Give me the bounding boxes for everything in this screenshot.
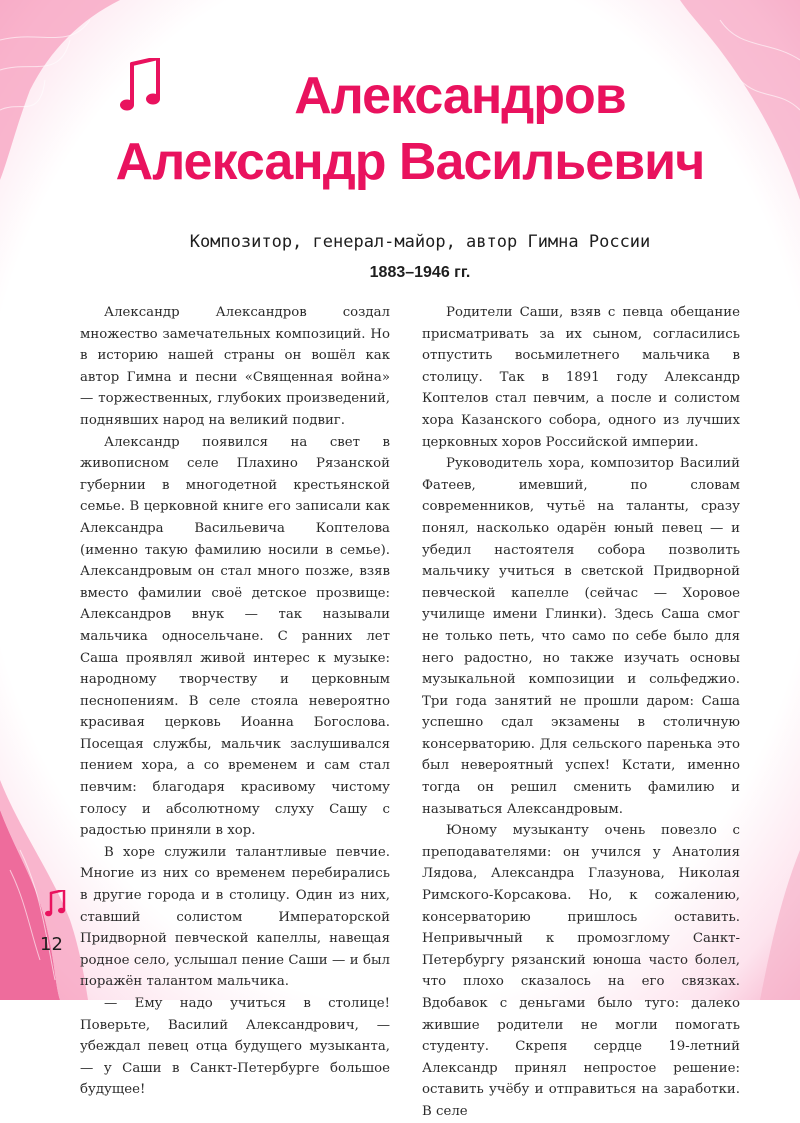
page-number: 12 [40, 934, 63, 955]
subtitle: Композитор, генерал-майор, автор Гимна России [189, 232, 651, 252]
paragraph: Руководитель хора, композитор Василий Фатеев, имевший, по словам современников, чутьё на таланты, сразу понял, насколько одарён юный певец — и убедил настоятеля собора позволить мальчику учиться в светской Придворной певческой капелле (сейчас — Хоровое училище имени Глинки). Здесь Саша смог не только петь, что само по себе было для него радостно, но также изучать основы музыкальной композиции и сольфеджио. Три года занятий не прошли даром: Саша успешно сдал экзамены в столичную консерваторию. Для сельского паренька это был невероятный успех! Кстати, именно тогда он решил сменить фамилию и называться Александровым. [422, 456, 740, 817]
paragraph: Юному музыканту очень повезло с преподавателями: он учился у Анатолия Лядова, Александра Глазунова, Николая Римского-Корсакова. Но, к сожалению, консерваторию пришлось оставить. Непривычный к промозглому Санкт-Петербургу рязанский юноша часто болел, что плохо сказалось на его связках. Вдобавок с деньгами было туго: далеко жившие родители не могли помогать студенту. Скрепя сердце 19-летний Александр принял непростое решение: оставить учёбу и отправиться на заработки. В селе [422, 823, 740, 1119]
text-column-right [422, 302, 740, 1123]
music-note-icon [44, 890, 66, 918]
text-column-left [80, 302, 390, 1101]
title-line-1: Александров [294, 67, 626, 125]
paragraph: Александр Александров создал множество замечательных композиций. Но в историю нашей страны он вошёл как автор Гимна и песни «Священная война» — торжественных, глубоких произведений, поднявших народ на великий подвиг. [80, 305, 390, 428]
paragraph: Александр появился на свет в живописном селе Плахино Рязанской губернии в многодетной крестьянской семье. В церковной книге его записали как Александра Васильевича Коптелова (именно такую фамилию носили в семье). Александровым он стал много позже, взяв вместо фамилии своё детское прозвище: Александров внук — так называли мальчика односельчане. С ранних лет Саша проявлял живой интерес к музыке: народному творчеству и церковным песнопениям. В селе стояла невероятно красивая церковь Иоанна Богослова. Посещая службы, мальчик заслушивался пением хора, а со временем и сам стал певчим: благодаря красивому чистому голосу и абсолютному слуху Сашу с радостью приняли в хор. [80, 434, 390, 839]
paragraph: — Ему надо учиться в столице! Поверьте, Василий Александрович, — убеждал певец отца будущего музыканта, — у Саши в Санкт-Петербурге большое будущее! [80, 996, 390, 1098]
paragraph: Родители Саши, взяв с певца обещание присматривать за их сыном, согласились отпустить восьмилетнего мальчика в столицу. Так в 1891 году Александр Коптелов стал певчим, а после и солистом хора Казанского собора, одного из лучших церковных хоров Российской империи. [422, 305, 740, 450]
life-years: 1883–1946 гг. [369, 264, 471, 281]
title-line-2: Александр Васильевич [115, 133, 705, 191]
paragraph: В хоре служили талантливые певчие. Многие из них со временем перебирались в другие города и в столицу. Один из них, ставший солистом Императорской Придворной певческой капеллы, навещая родное село, услышал пение Саши — и был поражён талантом мальчика. [80, 844, 390, 990]
